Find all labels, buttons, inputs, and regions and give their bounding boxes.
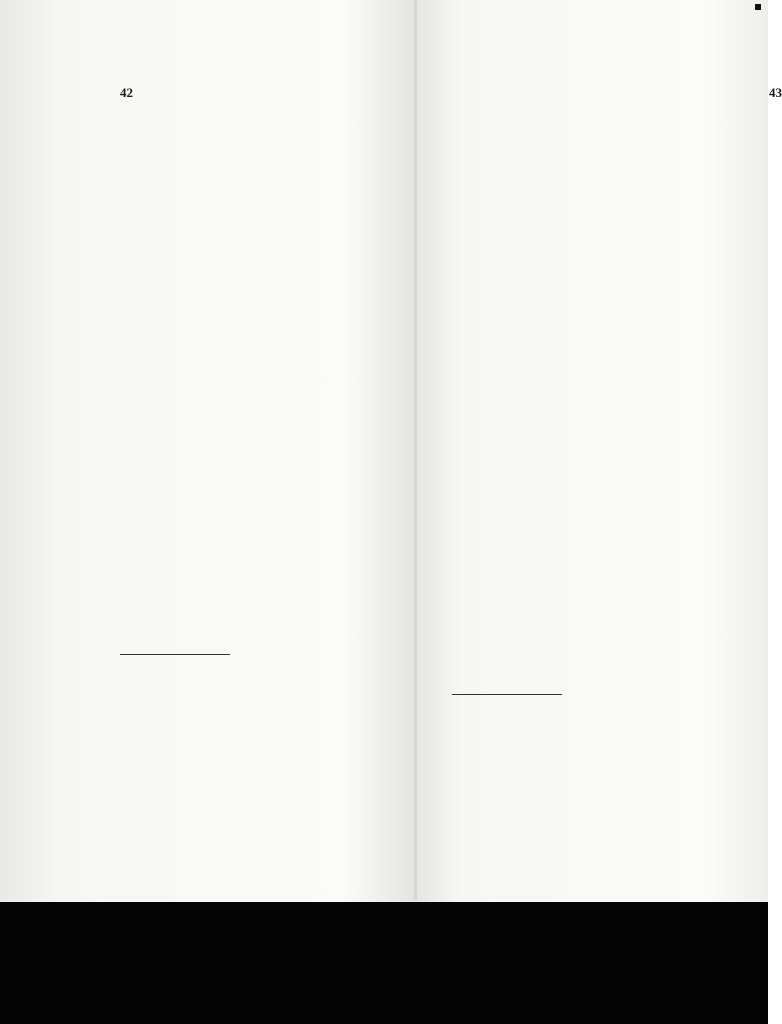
left-body-text <box>120 124 450 644</box>
right-body-text <box>452 124 782 684</box>
left-page-header <box>120 80 450 106</box>
right-footnote-rule <box>452 694 562 695</box>
right-footnotes <box>452 702 782 762</box>
corner-mark <box>755 4 761 10</box>
left-page-number: 42 <box>120 85 133 100</box>
left-footnote-rule <box>120 654 230 655</box>
right-page-number: 43 <box>769 85 782 100</box>
right-page <box>452 80 782 800</box>
left-footnotes <box>120 662 450 798</box>
right-page-header <box>452 80 782 106</box>
scan-bottom-edge <box>0 902 768 1024</box>
left-page <box>120 80 450 800</box>
